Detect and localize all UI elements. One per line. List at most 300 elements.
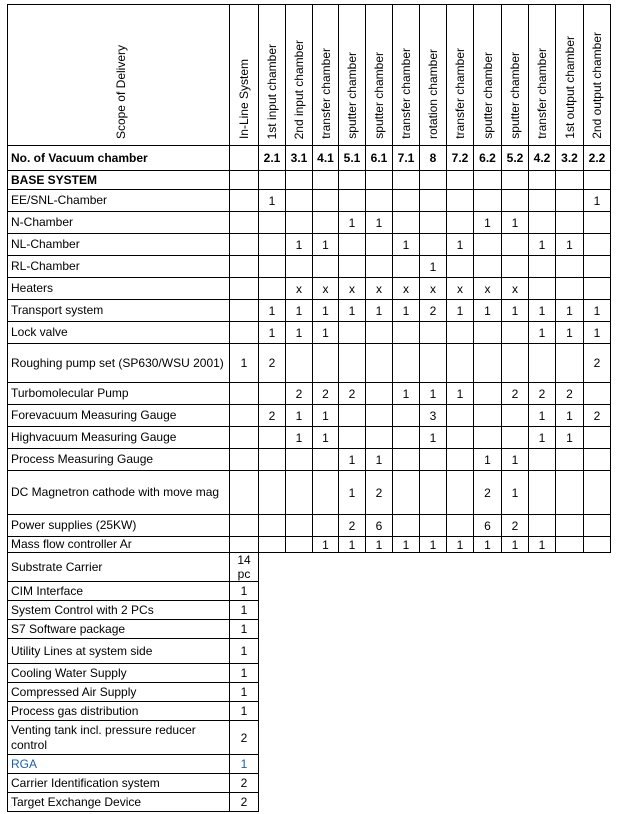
quantity-cell <box>286 537 313 553</box>
blank-area <box>259 620 611 639</box>
quantity-cell: x <box>393 278 420 300</box>
quantity-cell <box>447 427 474 449</box>
quantity-cell: 1 <box>393 300 420 322</box>
quantity-cell <box>259 471 286 515</box>
quantity-cell: 3 <box>420 405 447 427</box>
quantity-cell: 1 <box>420 256 447 278</box>
blank-area <box>259 639 611 664</box>
empty-cell <box>556 171 584 190</box>
quantity-cell <box>447 322 474 344</box>
quantity-cell: 1 <box>286 322 313 344</box>
system-row-value: 1 <box>230 755 259 774</box>
quantity-cell <box>584 471 611 515</box>
quantity-cell <box>259 212 286 234</box>
table-row <box>8 427 611 449</box>
quantity-cell <box>529 449 556 471</box>
quantity-cell: x <box>447 278 474 300</box>
quantity-cell <box>447 449 474 471</box>
quantity-cell <box>529 212 556 234</box>
system-row-label: RGA <box>8 755 230 774</box>
quantity-cell <box>393 515 420 537</box>
quantity-cell: 1 <box>286 405 313 427</box>
quantity-cell: 1 <box>230 344 259 383</box>
scope-of-delivery-label: Scope of Delivery <box>114 44 128 139</box>
quantity-cell <box>584 427 611 449</box>
table-row <box>8 471 611 515</box>
chamber-number: 7.2 <box>447 146 474 171</box>
column-header-label: transfer chamber <box>318 48 333 139</box>
quantity-cell: 1 <box>313 537 339 553</box>
quantity-cell <box>286 515 313 537</box>
quantity-cell <box>339 344 366 383</box>
column-header <box>366 5 393 146</box>
quantity-cell: 2 <box>529 383 556 405</box>
quantity-cell: x <box>286 278 313 300</box>
chamber-number: 5.1 <box>339 146 366 171</box>
quantity-cell <box>339 405 366 427</box>
system-row <box>8 639 611 664</box>
quantity-cell <box>502 427 529 449</box>
quantity-cell <box>259 383 286 405</box>
quantity-cell: 1 <box>447 383 474 405</box>
system-row-label: Target Exchange Device <box>8 793 230 812</box>
quantity-cell: 1 <box>529 405 556 427</box>
quantity-cell <box>556 190 584 212</box>
quantity-cell <box>420 234 447 256</box>
quantity-cell <box>420 344 447 383</box>
quantity-cell: 1 <box>502 449 529 471</box>
row-label: Lock valve <box>8 322 230 344</box>
quantity-cell: 1 <box>502 471 529 515</box>
quantity-cell <box>447 190 474 212</box>
empty-cell <box>230 171 259 190</box>
column-header-label: In-Line System <box>237 58 251 139</box>
system-row <box>8 620 611 639</box>
quantity-cell <box>474 427 502 449</box>
system-row <box>8 793 611 812</box>
quantity-cell <box>230 427 259 449</box>
table-row <box>8 190 611 212</box>
empty-cell <box>366 171 393 190</box>
column-header <box>447 5 474 146</box>
system-row <box>8 582 611 601</box>
quantity-cell: 1 <box>339 449 366 471</box>
quantity-cell <box>474 405 502 427</box>
quantity-cell <box>339 427 366 449</box>
empty-cell <box>529 171 556 190</box>
quantity-cell <box>259 515 286 537</box>
quantity-cell: 1 <box>393 383 420 405</box>
empty-cell <box>502 171 529 190</box>
chamber-number: 4.2 <box>529 146 556 171</box>
quantity-cell <box>502 405 529 427</box>
quantity-cell <box>447 515 474 537</box>
quantity-cell: x <box>474 278 502 300</box>
quantity-cell: 1 <box>447 234 474 256</box>
system-row <box>8 601 611 620</box>
quantity-cell <box>259 278 286 300</box>
quantity-cell <box>447 344 474 383</box>
quantity-cell <box>584 234 611 256</box>
chamber-number: 3.2 <box>556 146 584 171</box>
quantity-cell: 6 <box>366 515 393 537</box>
empty-cell <box>447 171 474 190</box>
quantity-cell: 1 <box>474 212 502 234</box>
quantity-cell <box>529 256 556 278</box>
system-row-value: 1 <box>230 664 259 683</box>
quantity-cell: x <box>366 278 393 300</box>
quantity-cell: x <box>313 278 339 300</box>
blank-area <box>259 664 611 683</box>
blank-area <box>259 553 611 582</box>
quantity-cell <box>584 278 611 300</box>
quantity-cell <box>313 471 339 515</box>
quantity-cell <box>474 234 502 256</box>
quantity-cell <box>529 515 556 537</box>
quantity-cell: 2 <box>474 471 502 515</box>
quantity-cell <box>313 212 339 234</box>
quantity-cell: 1 <box>584 300 611 322</box>
column-header <box>339 5 366 146</box>
system-row-label: Utility Lines at system side <box>8 639 230 664</box>
row-label: Mass flow controller Ar <box>8 537 230 553</box>
quantity-cell: 1 <box>420 537 447 553</box>
system-row <box>8 774 611 793</box>
system-row-value: 1 <box>230 620 259 639</box>
quantity-cell: 1 <box>529 427 556 449</box>
column-header-label: sputter chamber <box>345 52 359 139</box>
quantity-cell: 1 <box>286 234 313 256</box>
empty-cell <box>474 171 502 190</box>
quantity-cell: 1 <box>366 300 393 322</box>
quantity-cell <box>584 537 611 553</box>
quantity-cell <box>584 256 611 278</box>
quantity-cell <box>502 190 529 212</box>
quantity-cell: 1 <box>556 322 584 344</box>
quantity-cell <box>230 537 259 553</box>
quantity-cell <box>584 449 611 471</box>
blank-area <box>259 774 611 793</box>
system-row-value: 2 <box>230 721 259 755</box>
quantity-cell: 2 <box>339 383 366 405</box>
quantity-cell <box>393 212 420 234</box>
quantity-cell: 1 <box>420 383 447 405</box>
header-row <box>8 5 611 146</box>
quantity-cell <box>259 449 286 471</box>
quantity-cell <box>366 256 393 278</box>
quantity-cell <box>339 234 366 256</box>
quantity-cell <box>313 515 339 537</box>
quantity-cell: 1 <box>529 322 556 344</box>
empty-cell <box>584 171 611 190</box>
quantity-cell: 1 <box>313 427 339 449</box>
quantity-cell <box>529 278 556 300</box>
column-header-label: 1st input chamber <box>265 43 279 139</box>
table-row <box>8 383 611 405</box>
column-header <box>313 5 339 146</box>
quantity-cell <box>393 190 420 212</box>
quantity-cell: 2 <box>556 383 584 405</box>
column-header-label: sputter chamber <box>372 52 386 139</box>
system-row-value: 2 <box>230 774 259 793</box>
quantity-cell <box>393 256 420 278</box>
row-label: Process Measuring Gauge <box>8 449 230 471</box>
row-label: RL-Chamber <box>8 256 230 278</box>
chamber-number: 7.1 <box>393 146 420 171</box>
quantity-cell <box>366 190 393 212</box>
quantity-cell <box>556 449 584 471</box>
quantity-cell: 1 <box>420 427 447 449</box>
table-row <box>8 322 611 344</box>
quantity-cell: 1 <box>393 234 420 256</box>
column-header <box>474 5 502 146</box>
chamber-number: 4.1 <box>313 146 339 171</box>
quantity-cell <box>447 471 474 515</box>
quantity-cell: 1 <box>556 405 584 427</box>
quantity-cell <box>502 322 529 344</box>
quantity-cell: 1 <box>339 537 366 553</box>
quantity-cell <box>366 344 393 383</box>
vacuum-chamber-row <box>8 146 611 171</box>
column-header <box>529 5 556 146</box>
section-title-row <box>8 171 611 190</box>
quantity-cell <box>393 427 420 449</box>
system-row-value: 1 <box>230 639 259 664</box>
quantity-cell: 1 <box>502 212 529 234</box>
scope-of-delivery-table <box>7 4 611 812</box>
quantity-cell <box>286 344 313 383</box>
system-row-label: Substrate Carrier <box>8 553 230 582</box>
quantity-cell <box>313 256 339 278</box>
quantity-cell <box>447 256 474 278</box>
chamber-number: 2.1 <box>259 146 286 171</box>
quantity-cell: 1 <box>366 212 393 234</box>
quantity-cell <box>474 383 502 405</box>
blank-area <box>259 683 611 702</box>
quantity-cell: 1 <box>259 190 286 212</box>
empty-cell <box>259 171 286 190</box>
column-header <box>584 5 611 146</box>
quantity-cell <box>366 383 393 405</box>
quantity-cell: 1 <box>474 300 502 322</box>
quantity-cell <box>420 212 447 234</box>
quantity-cell: 1 <box>556 427 584 449</box>
quantity-cell <box>339 322 366 344</box>
quantity-cell <box>286 212 313 234</box>
quantity-cell <box>339 190 366 212</box>
empty-cell <box>286 171 313 190</box>
system-row-label: S7 Software package <box>8 620 230 639</box>
quantity-cell: 1 <box>366 537 393 553</box>
quantity-cell <box>230 322 259 344</box>
blank-area <box>259 702 611 721</box>
row-label: DC Magnetron cathode with move mag <box>8 471 230 515</box>
quantity-cell <box>259 427 286 449</box>
quantity-cell: 2 <box>584 405 611 427</box>
column-header <box>230 5 259 146</box>
system-row <box>8 683 611 702</box>
system-row <box>8 664 611 683</box>
column-header <box>420 5 447 146</box>
row-label: Highvacuum Measuring Gauge <box>8 427 230 449</box>
section-title: BASE SYSTEM <box>8 171 230 190</box>
quantity-cell <box>366 405 393 427</box>
column-header-label: 1st output chamber <box>562 36 577 139</box>
system-row <box>8 721 611 755</box>
quantity-cell <box>556 212 584 234</box>
quantity-cell: 1 <box>313 234 339 256</box>
quantity-cell <box>313 344 339 383</box>
empty-cell <box>393 171 420 190</box>
quantity-cell: 1 <box>502 537 529 553</box>
table-row <box>8 405 611 427</box>
column-header-label: transfer chamber <box>399 48 413 139</box>
system-row <box>8 553 611 582</box>
quantity-cell <box>529 190 556 212</box>
table-row <box>8 537 611 553</box>
quantity-cell <box>502 344 529 383</box>
column-header <box>286 5 313 146</box>
quantity-cell <box>366 322 393 344</box>
quantity-cell <box>286 256 313 278</box>
quantity-cell <box>556 515 584 537</box>
quantity-cell <box>230 234 259 256</box>
quantity-cell <box>366 234 393 256</box>
quantity-cell <box>230 190 259 212</box>
quantity-cell: 2 <box>313 383 339 405</box>
scope-header-cell <box>8 5 230 146</box>
quantity-cell <box>420 449 447 471</box>
empty-cell <box>420 171 447 190</box>
quantity-cell <box>259 537 286 553</box>
quantity-cell <box>339 256 366 278</box>
quantity-cell <box>230 256 259 278</box>
quantity-cell <box>286 190 313 212</box>
system-row-label: Compressed Air Supply <box>8 683 230 702</box>
quantity-cell <box>474 344 502 383</box>
quantity-cell <box>584 212 611 234</box>
quantity-cell: 1 <box>502 300 529 322</box>
quantity-cell <box>556 256 584 278</box>
system-row-label: CIM Interface <box>8 582 230 601</box>
system-row-value: 1 <box>230 683 259 702</box>
table-row <box>8 300 611 322</box>
column-header <box>393 5 420 146</box>
quantity-cell: 2 <box>502 383 529 405</box>
row-label: NL-Chamber <box>8 234 230 256</box>
quantity-cell <box>474 190 502 212</box>
quantity-cell: 1 <box>529 537 556 553</box>
quantity-cell <box>230 383 259 405</box>
quantity-cell <box>474 256 502 278</box>
chamber-number: 8 <box>420 146 447 171</box>
quantity-cell: 1 <box>339 212 366 234</box>
quantity-cell <box>447 405 474 427</box>
row-label: Heaters <box>8 278 230 300</box>
quantity-cell <box>502 256 529 278</box>
quantity-cell <box>230 300 259 322</box>
quantity-cell <box>286 449 313 471</box>
delivery-scope-document <box>7 4 611 812</box>
quantity-cell: 6 <box>474 515 502 537</box>
quantity-cell <box>447 212 474 234</box>
quantity-cell: 2 <box>366 471 393 515</box>
quantity-cell <box>230 405 259 427</box>
quantity-cell: 2 <box>259 344 286 383</box>
blank-area <box>259 721 611 755</box>
quantity-cell <box>393 449 420 471</box>
quantity-cell: 1 <box>556 300 584 322</box>
quantity-cell <box>556 537 584 553</box>
column-header-label: 2nd output chamber <box>590 32 604 139</box>
system-row-label: Cooling Water Supply <box>8 664 230 683</box>
blank-area <box>259 582 611 601</box>
quantity-cell: 1 <box>313 322 339 344</box>
column-header <box>502 5 529 146</box>
blank-area <box>259 755 611 774</box>
table-row <box>8 256 611 278</box>
quantity-cell <box>584 383 611 405</box>
quantity-cell <box>556 471 584 515</box>
quantity-cell <box>556 278 584 300</box>
quantity-cell: 1 <box>339 471 366 515</box>
quantity-cell <box>420 322 447 344</box>
quantity-cell <box>313 449 339 471</box>
quantity-cell <box>230 515 259 537</box>
quantity-cell <box>420 515 447 537</box>
quantity-cell: 1 <box>529 234 556 256</box>
system-row-label: Process gas distribution <box>8 702 230 721</box>
quantity-cell: 2 <box>286 383 313 405</box>
system-row-value: 1 <box>230 601 259 620</box>
column-header-label: sputter chamber <box>480 52 495 139</box>
quantity-cell: 2 <box>339 515 366 537</box>
quantity-cell: 1 <box>286 300 313 322</box>
system-row-label: System Control with 2 PCs <box>8 601 230 620</box>
column-header <box>259 5 286 146</box>
quantity-cell <box>230 212 259 234</box>
quantity-cell: 1 <box>447 300 474 322</box>
table-row <box>8 212 611 234</box>
quantity-cell: 1 <box>393 537 420 553</box>
quantity-cell <box>259 256 286 278</box>
table-row <box>8 449 611 471</box>
quantity-cell: 2 <box>502 515 529 537</box>
chamber-number: 2.2 <box>584 146 611 171</box>
system-row <box>8 702 611 721</box>
quantity-cell: 2 <box>584 344 611 383</box>
column-header-label: rotation chamber <box>426 48 440 139</box>
chamber-number: 6.1 <box>366 146 393 171</box>
chamber-number: 5.2 <box>502 146 529 171</box>
quantity-cell: x <box>420 278 447 300</box>
system-row-value: 14 pc <box>230 553 259 582</box>
quantity-cell <box>366 427 393 449</box>
system-row-value: 2 <box>230 793 259 812</box>
quantity-cell <box>420 471 447 515</box>
chamber-number <box>230 146 259 171</box>
row-label: N-Chamber <box>8 212 230 234</box>
quantity-cell <box>529 344 556 383</box>
quantity-cell: 1 <box>556 234 584 256</box>
table-row <box>8 234 611 256</box>
system-row-value: 1 <box>230 702 259 721</box>
chamber-number: 3.1 <box>286 146 313 171</box>
column-header-label: transfer chamber <box>453 48 467 139</box>
quantity-cell <box>393 405 420 427</box>
table-row <box>8 515 611 537</box>
column-header-label: sputter chamber <box>508 52 522 139</box>
